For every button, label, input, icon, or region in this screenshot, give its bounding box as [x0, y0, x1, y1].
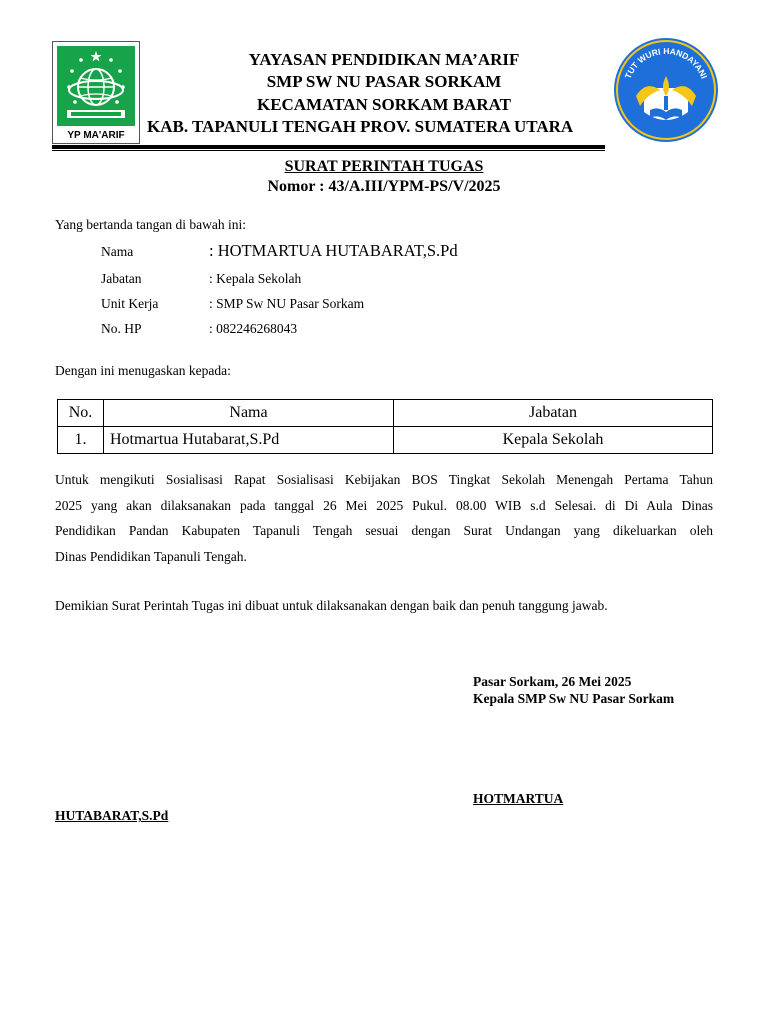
- header-no: No.: [58, 400, 104, 427]
- field-label-no-hp: No. HP: [101, 321, 142, 336]
- cell-nama: Hotmartua Hutabarat,S.Pd: [104, 427, 394, 454]
- letter-title: SURAT PERINTAH TUGAS: [284, 158, 484, 175]
- logo-motto: TUT WURI HANDAYANI: [622, 45, 710, 81]
- letterhead-rule: [52, 145, 605, 149]
- header-jabatan: Jabatan: [394, 400, 713, 427]
- intro-text: Yang bertanda tangan di bawah ini:: [55, 217, 246, 232]
- signature-name-last: HUTABARAT,S.Pd: [55, 808, 169, 823]
- body-line: 2025 yang akan dilaksanakan pada tanggal 26 Mei 2025 Pukul. 08.00 WIB s.d Selesai. di Di Aula Dinas: [55, 497, 713, 513]
- body-paragraph: [55, 467, 713, 569]
- letterhead-rule-thin: [52, 150, 605, 151]
- foundation-name: YAYASAN PENDIDIKAN MA’ARIF: [248, 50, 520, 69]
- closing-text: Demikian Surat Perintah Tugas ini dibuat untuk dilaksanakan dengan baik dan penuh tanggung jawab.: [55, 598, 608, 613]
- field-label-unit-kerja: Unit Kerja: [101, 296, 159, 311]
- table-header-row: [58, 400, 713, 427]
- field-value-unit-kerja: : SMP Sw NU Pasar Sorkam: [209, 296, 365, 311]
- body-line: Dinas Pendidikan Tapanuli Tengah.: [55, 548, 247, 564]
- header-nama: Nama: [104, 400, 394, 427]
- signature-name-first: HOTMARTUA: [473, 791, 564, 806]
- field-label-nama: Nama: [101, 244, 134, 259]
- field-value-no-hp: : 082246268043: [209, 321, 298, 336]
- signature-position: Kepala SMP Sw NU Pasar Sorkam: [473, 691, 675, 706]
- assignee-table: [57, 399, 713, 454]
- signature-place-date: Pasar Sorkam, 26 Mei 2025: [473, 674, 632, 689]
- field-value-nama: : HOTMARTUA HUTABARAT,S.Pd: [209, 241, 458, 260]
- field-value-jabatan: : Kepala Sekolah: [209, 271, 302, 286]
- cell-no: 1.: [58, 427, 104, 454]
- district-name: KECAMATAN SORKAM BARAT: [256, 95, 512, 114]
- logo-caption: YP MA'ARIF: [67, 130, 125, 141]
- body-line: Pendidikan Pandan Kabupaten Tapanuli Tengah sesuai dengan Surat Undangan yang dikeluarkan oleh: [55, 523, 713, 538]
- table-row: [58, 427, 713, 454]
- assign-intro: Dengan ini menugaskan kepada:: [55, 363, 231, 378]
- cell-jabatan: Kepala Sekolah: [394, 427, 713, 454]
- school-name: SMP SW NU PASAR SORKAM: [266, 72, 502, 91]
- field-label-jabatan: Jabatan: [101, 271, 142, 286]
- letter-number: Nomor : 43/A.III/YPM-PS/V/2025: [267, 178, 501, 195]
- regency-province: KAB. TAPANULI TENGAH PROV. SUMATERA UTARA: [147, 117, 574, 136]
- body-line: Untuk mengikuti Sosialisasi Rapat Sosialisasi Kebijakan BOS Tingkat Sekolah Menengah Pertama Tahun: [55, 472, 713, 487]
